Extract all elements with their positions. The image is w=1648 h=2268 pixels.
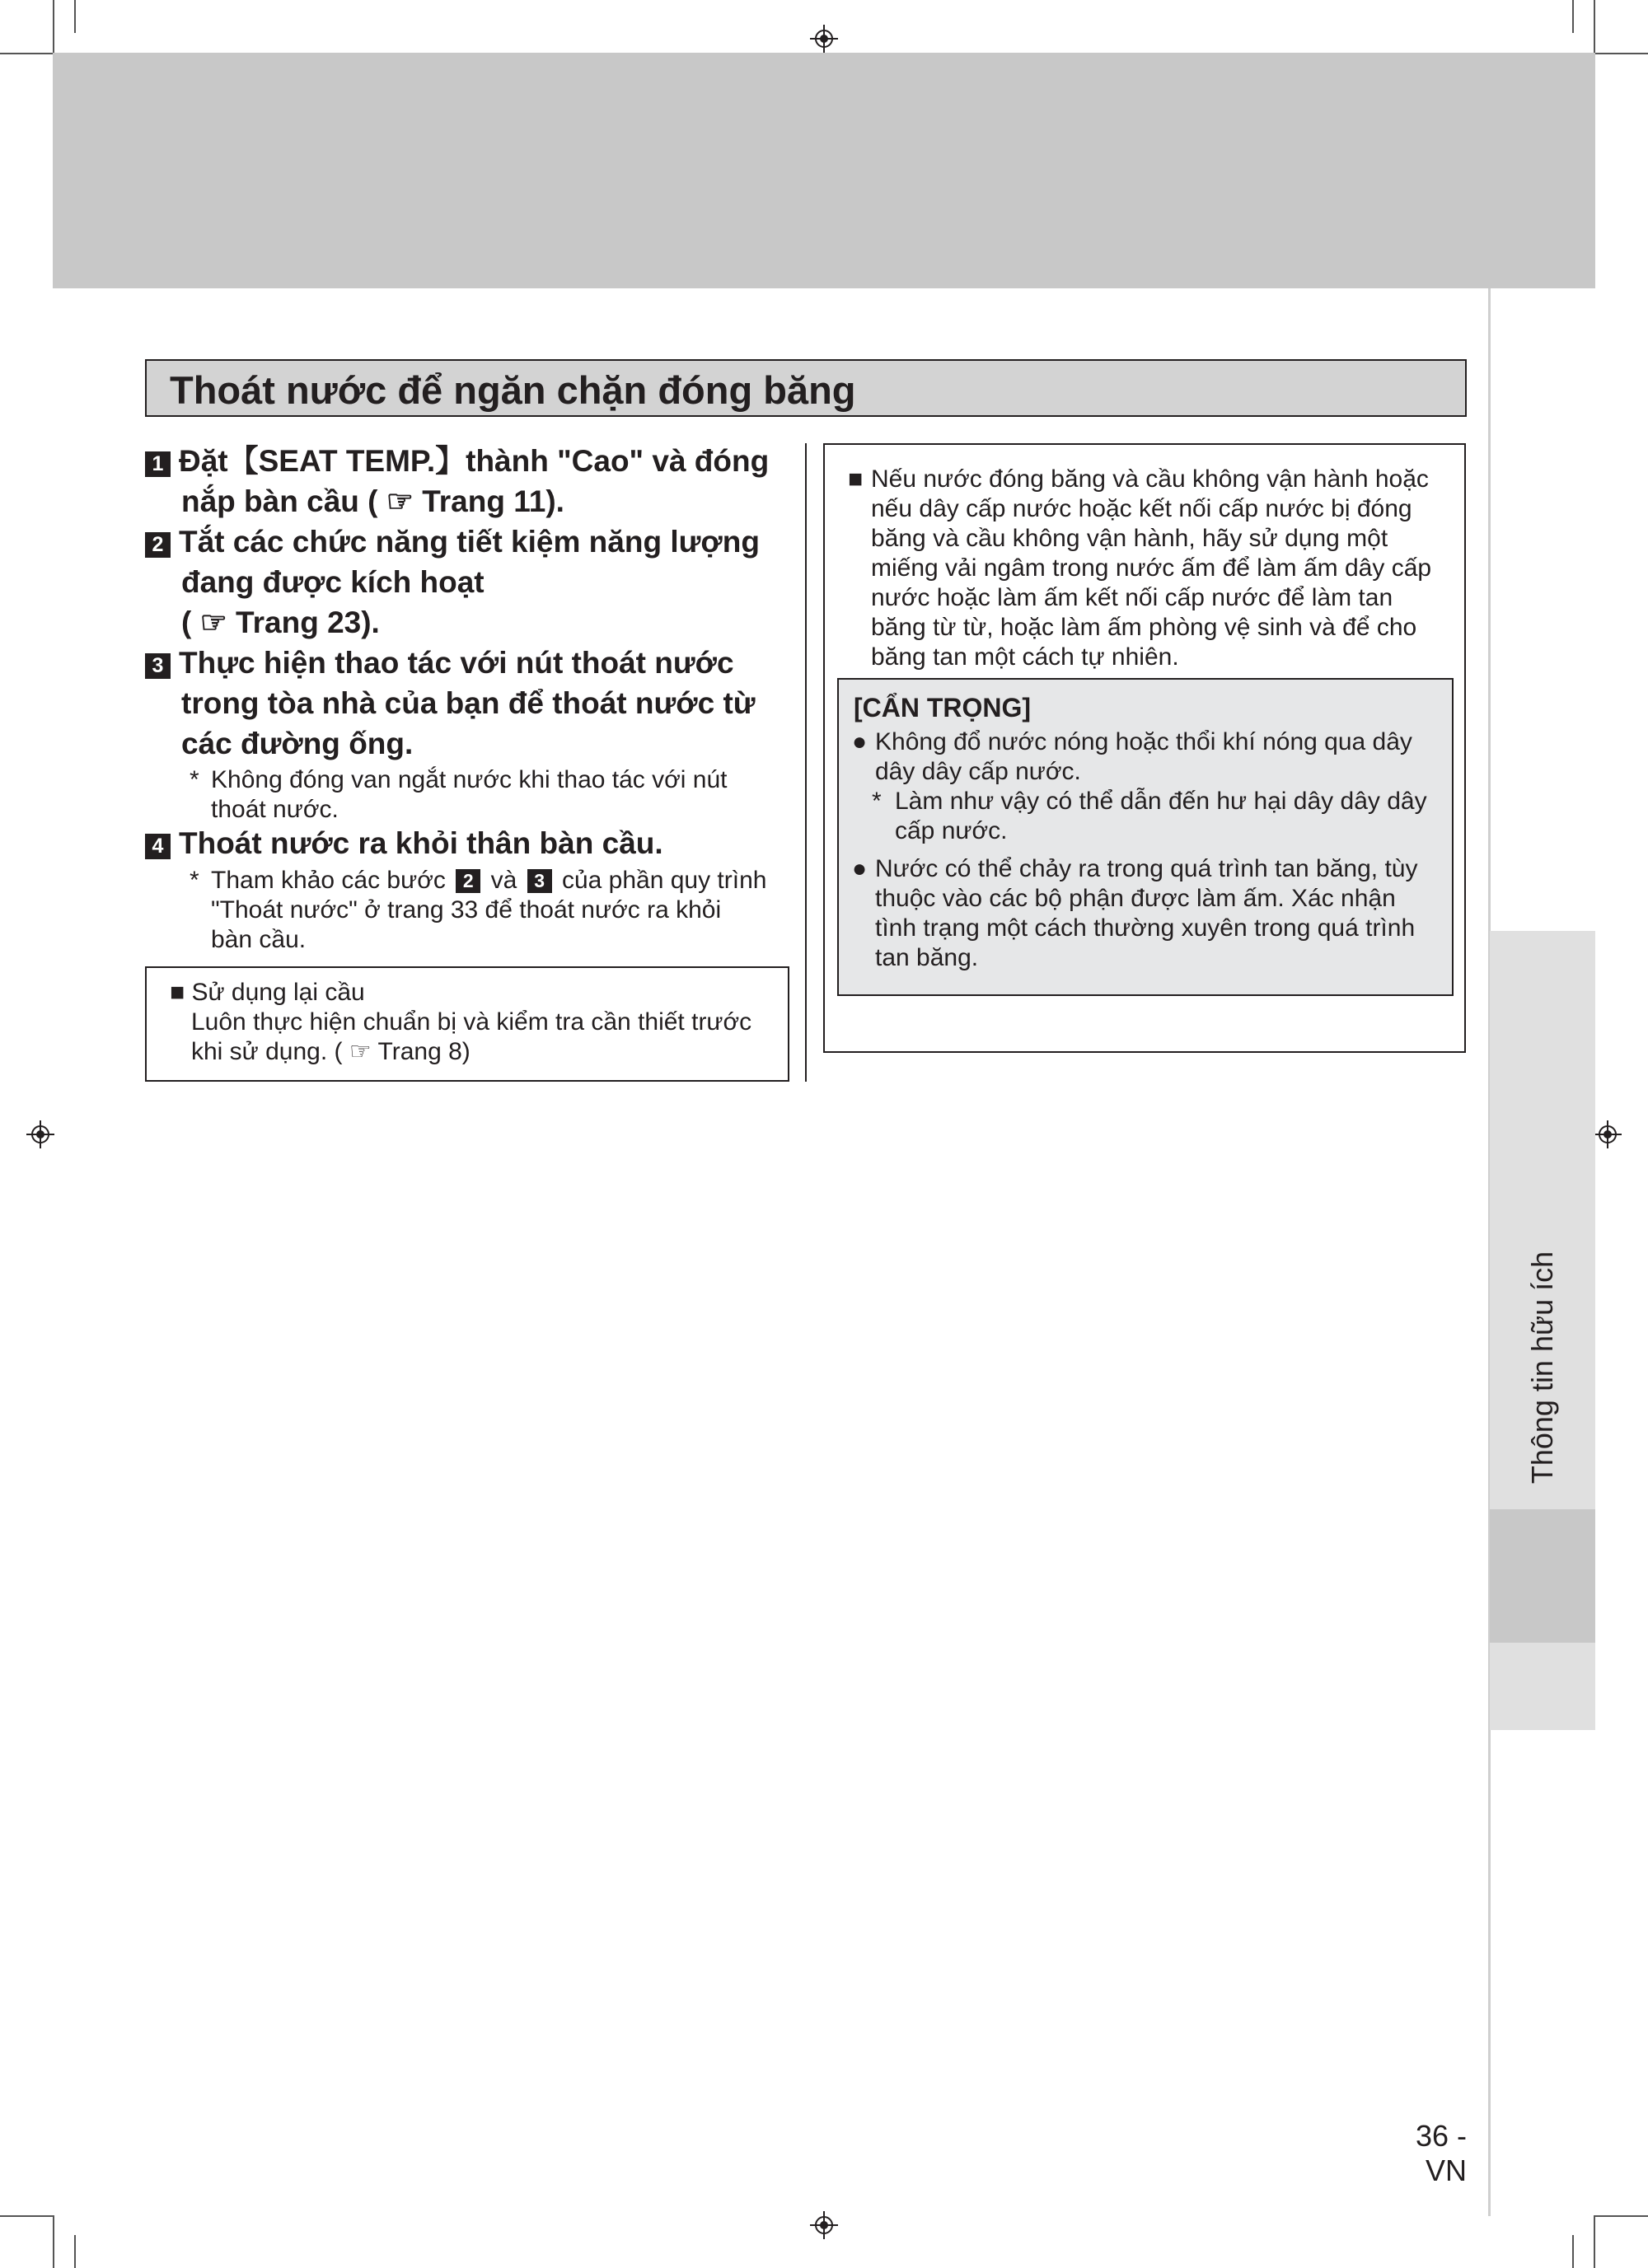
reuse-text: khi sử dụng. ( ☞ Trang 8)	[191, 1038, 471, 1065]
step-2	[145, 521, 780, 643]
caution-box	[837, 678, 1454, 996]
crop-mark	[74, 2235, 76, 2268]
crop-mark	[1572, 0, 1574, 33]
reuse-text: Luôn thực hiện chuẩn bị và kiểm tra cần thiết trước	[191, 1008, 752, 1036]
step-3	[145, 643, 780, 764]
step-4-note	[190, 866, 783, 955]
step-text: các đường ống.	[181, 727, 414, 760]
caution-item-1-note	[872, 787, 1449, 846]
top-banner	[53, 53, 1595, 288]
square-bullet-icon: ■	[170, 979, 185, 1006]
right-note-line: nước hoặc làm ấm kết nối cấp nước để làm tan	[871, 584, 1393, 611]
step-number: 3	[145, 653, 171, 679]
registration-mark-icon	[810, 2211, 838, 2239]
reuse-info-box	[145, 966, 789, 1082]
round-bullet-icon: ●	[852, 728, 868, 755]
right-note	[848, 465, 1449, 672]
caution-line: Không đổ nước nóng hoặc thổi khí nóng qua dây	[875, 728, 1412, 755]
note-text-part: và	[490, 867, 517, 894]
step-text: Tắt các chức năng tiết kiệm năng lượng	[179, 525, 760, 559]
section-title: Thoát nước để ngăn chặn đóng băng	[170, 368, 856, 412]
crop-mark	[0, 2215, 53, 2217]
column-divider	[805, 443, 807, 1082]
asterisk: *	[872, 788, 882, 815]
step-3-note	[190, 765, 783, 825]
step-number: 2	[145, 532, 171, 558]
step-ref-badge: 2	[456, 869, 480, 893]
caution-line: Làm như vậy có thể dẫn đến hư hại dây dây dây	[895, 788, 1427, 815]
crop-mark	[1595, 53, 1648, 54]
note-text: Không đóng van ngắt nước khi thao tác với nút	[211, 766, 728, 793]
step-text: trong tòa nhà của bạn để thoát nước từ	[181, 686, 756, 720]
step-text: nắp bàn cầu ( ☞ Trang 11).	[181, 484, 564, 518]
step-text: Đặt【SEAT TEMP.】thành "Cao" và đóng	[179, 444, 770, 478]
step-number: 4	[145, 834, 171, 859]
note-text: thoát nước.	[211, 796, 339, 823]
side-tab-label-wrap	[1490, 931, 1595, 1509]
square-bullet-icon: ■	[848, 465, 864, 493]
registration-mark-icon	[810, 25, 838, 53]
step-text: đang được kích hoạt	[181, 565, 485, 599]
crop-mark	[74, 0, 76, 33]
side-tab-marker	[1490, 1509, 1595, 1643]
registration-mark-icon	[26, 1120, 54, 1148]
note-text-part: của phần quy trình	[561, 867, 767, 894]
right-note-line: Nếu nước đóng băng và cầu không vận hành hoặc	[871, 465, 1429, 493]
step-1	[145, 441, 780, 521]
crop-mark	[1594, 2215, 1595, 2268]
step-ref-badge: 3	[527, 869, 552, 893]
crop-mark	[1595, 2215, 1648, 2217]
caution-item-1	[852, 727, 1449, 787]
right-note-line: băng tan một cách tự nhiên.	[871, 643, 1179, 671]
caution-item-2	[852, 854, 1449, 973]
step-4	[145, 823, 780, 863]
caution-line: dây dây cấp nước.	[875, 758, 1081, 785]
step-text: ( ☞ Trang 23).	[181, 606, 380, 639]
right-note-line: nếu dây cấp nước hoặc kết nối cấp nước bị đóng	[871, 495, 1412, 522]
page-number: 36 - VN	[1415, 2119, 1467, 2187]
right-note-line: băng và cầu không vận hành, hãy sử dụng một	[871, 525, 1388, 552]
note-text: bàn cầu.	[211, 926, 307, 953]
step-text: Thực hiện thao tác với nút thoát nước	[179, 646, 734, 680]
side-tab-label: Thông tin hữu ích	[1525, 1251, 1559, 1485]
note-text-part: Tham khảo các bước	[211, 867, 446, 894]
right-note-line: băng từ từ, hoặc làm ấm phòng vệ sinh và để cho	[871, 614, 1417, 641]
caution-line: tan băng.	[875, 944, 979, 971]
registration-mark-icon	[1594, 1120, 1622, 1148]
note-text	[190, 866, 783, 896]
asterisk: *	[190, 867, 199, 894]
note-text: "Thoát nước" ở trang 33 để thoát nước ra khỏi	[211, 896, 722, 924]
reuse-heading-row	[170, 978, 784, 1008]
crop-mark	[1594, 0, 1595, 53]
asterisk: *	[190, 766, 199, 793]
caution-heading: [CẨN TRỌNG]	[854, 693, 1032, 722]
section-title-box	[145, 359, 1467, 417]
crop-mark	[1572, 2235, 1574, 2268]
step-text: Thoát nước ra khỏi thân bàn cầu.	[179, 826, 663, 860]
crop-mark	[0, 53, 53, 54]
round-bullet-icon: ●	[852, 855, 868, 882]
reuse-heading: Sử dụng lại cầu	[191, 979, 365, 1006]
caution-line: thuộc vào các bộ phận được làm ấm. Xác nhận	[875, 885, 1396, 912]
step-number: 1	[145, 451, 171, 477]
caution-line: cấp nước.	[895, 817, 1008, 844]
caution-line: Nước có thể chảy ra trong quá trình tan băng, tùy	[875, 855, 1418, 882]
crop-mark	[53, 2215, 54, 2268]
right-note-line: miếng vải ngâm trong nước ấm để làm ấm dây cấp	[871, 554, 1432, 582]
caution-line: tình trạng một cách thường xuyên trong quá trình	[875, 914, 1416, 942]
crop-mark	[53, 0, 54, 53]
